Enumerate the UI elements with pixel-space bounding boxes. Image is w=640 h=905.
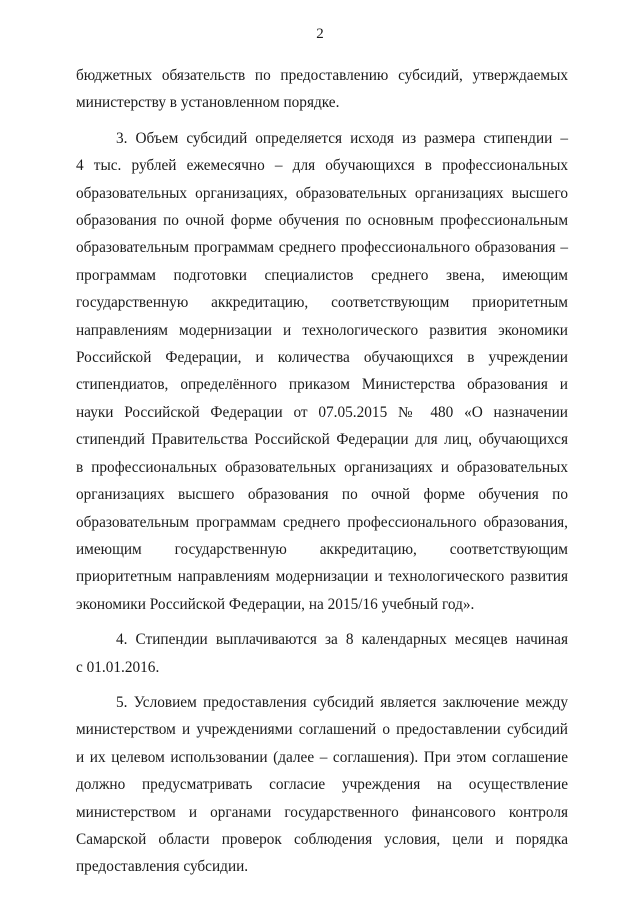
text-line: Самарской области проверок соблюдения условия, цели и порядка xyxy=(76,830,568,848)
text-line: министерством и учреждениями соглашений о предоставлении субсидий xyxy=(76,721,568,739)
paragraph-gap xyxy=(76,681,568,689)
paragraph-gap xyxy=(76,618,568,626)
text-line: предоставления субсидии. xyxy=(76,858,249,876)
page-number: 2 xyxy=(316,26,324,42)
text-line: направлениям модернизации и технологического развития экономики xyxy=(76,321,568,339)
text-line: 3. Объем субсидий определяется исходя из размера стипендии – xyxy=(116,129,568,147)
paragraph-item-4 xyxy=(76,626,568,681)
text-line: науки Российской Федерации от 07.05.2015 № 480 «О назначении xyxy=(76,403,568,421)
text-line: стипендиатов, определённого приказом Министерства образования и xyxy=(76,376,568,394)
paragraph-continuation xyxy=(76,62,568,117)
text-line: приоритетным направлениям модернизации и технологического развития xyxy=(76,568,568,586)
text-line: должно предусматривать согласие учреждения на осуществление xyxy=(76,776,568,794)
text-line: программам подготовки специалистов среднего звена, имеющим xyxy=(76,266,568,284)
paragraph-item-5 xyxy=(76,689,568,881)
text-line: с 01.01.2016. xyxy=(76,658,160,676)
text-line: и их целевом использовании (далее – соглашения). При этом соглашение xyxy=(76,748,568,766)
text-line: образовательных организациях, образовательных организациях высшего xyxy=(76,184,568,202)
paragraph-item-3 xyxy=(76,125,568,618)
text-line: Российской Федерации, и количества обучающихся в учреждении xyxy=(76,349,568,367)
text-line: министерством и органами государственного финансового контроля xyxy=(76,803,568,821)
text-line: образовательным программам среднего профессионального образования, xyxy=(76,513,568,531)
text-line: в профессиональных образовательных организациях и образовательных xyxy=(76,458,568,476)
text-line: министерству в установленном порядке. xyxy=(76,94,340,112)
text-line: 5. Условием предоставления субсидий является заключение между xyxy=(116,693,568,711)
document-body xyxy=(76,62,568,881)
text-line: 4. Стипендии выплачиваются за 8 календарных месяцев начиная xyxy=(116,631,568,649)
text-line: 4 тыс. рублей ежемесячно – для обучающихся в профессиональных xyxy=(76,157,568,175)
text-line: бюджетных обязательств по предоставлению субсидий, утверждаемых xyxy=(76,67,568,84)
text-line: организациях высшего образования по очной форме обучения по xyxy=(76,486,568,504)
text-line: стипендий Правительства Российской Федерации для лиц, обучающихся xyxy=(76,431,568,449)
paragraph-gap xyxy=(76,117,568,125)
text-line: экономики Российской Федерации, на 2015/16 учебный год». xyxy=(76,595,475,613)
text-line: имеющим государственную аккредитацию, соответствующим xyxy=(76,540,568,558)
text-line: государственную аккредитацию, соответствующим приоритетным xyxy=(76,294,568,312)
text-line: образования по очной форме обучения по основным профессиональным xyxy=(76,212,568,230)
text-line: образовательным программам среднего профессионального образования – xyxy=(76,239,568,257)
